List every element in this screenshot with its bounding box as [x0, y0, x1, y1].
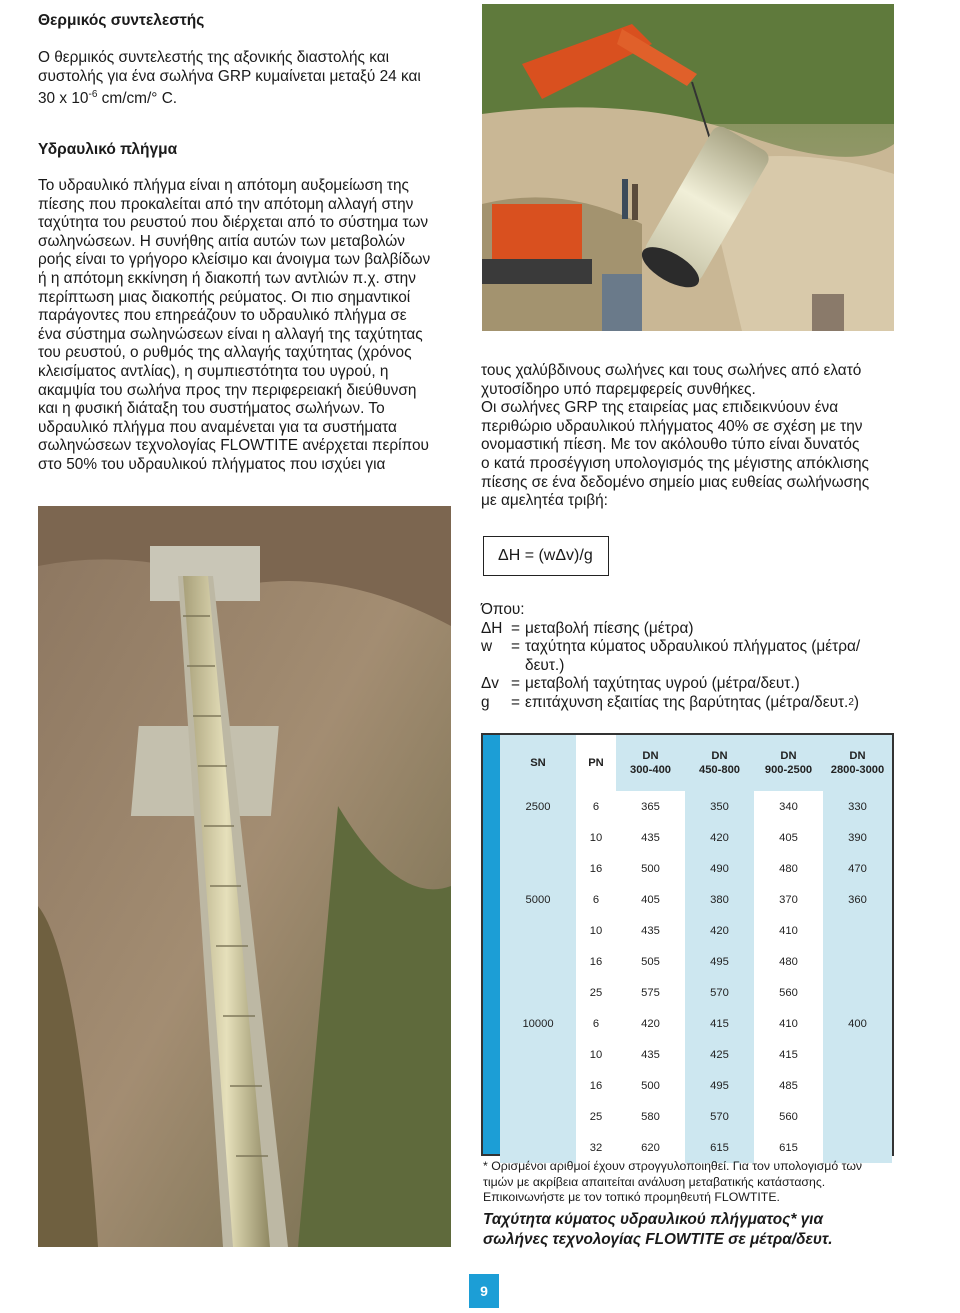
definition-equals: =: [511, 675, 520, 693]
table-header-cell: [500, 735, 576, 791]
thermal-unit: cm/cm/° C.: [97, 90, 178, 108]
table-cell: 615: [754, 1132, 823, 1163]
table-row: [500, 822, 892, 853]
hydraulic-line: περίπτωση μιας διακοπής ρεύματος. Οι πιο σημαντικοί: [38, 288, 411, 306]
header-label: SN: [530, 757, 546, 769]
hydraulic-line: υδραυλικό πλήγμα που αναμένεται για τα συστήματα: [38, 418, 397, 436]
excavator-lifting-pipe-photo: [482, 4, 894, 331]
hydraulic-line: ακαμψία του σωλήνα προς την περιφερειακή διεύθυνση: [38, 381, 417, 399]
table-cell: [823, 1070, 892, 1101]
table-cell: 615: [685, 1132, 754, 1163]
table-cell: [823, 1039, 892, 1070]
caption-line-1: Ταχύτητα κύματος υδραυλικού πλήγματος* για: [483, 1211, 823, 1228]
page-number: 9: [469, 1274, 499, 1308]
table-cell: 16: [576, 946, 616, 977]
table-cell: 480: [754, 853, 823, 884]
table-cell: 32: [576, 1132, 616, 1163]
definitions-intro: Όπου:: [481, 601, 525, 618]
table-cell: 495: [685, 946, 754, 977]
table-header-cell: [576, 735, 616, 791]
table-cell: 580: [616, 1101, 685, 1132]
definition-close: ): [853, 693, 860, 711]
table-cell: [823, 977, 892, 1008]
hydraulic-paragraph: [38, 177, 463, 475]
table-cell: 470: [823, 853, 892, 884]
definition-symbol: g: [481, 693, 490, 711]
table-cell: 570: [685, 977, 754, 1008]
footnote-line: τιμών με ακρίβεια απαιτείται ανάλυση μεταβατικής κατάστασης.: [483, 1174, 826, 1189]
hydraulic-line: σωληνώσεων τεχνολογίας FLOWTITE ανέρχεται περίπου: [38, 437, 429, 455]
definition-symbol: Δv: [481, 675, 499, 693]
definition-row: [481, 657, 901, 676]
hydraulic-heading: Υδραυλικό πλήγμα: [38, 141, 178, 158]
footnote-line: Επικοινωνήστε με τον τοπικό προμηθευτή FLOWTITE.: [483, 1190, 780, 1205]
table-footnote: [483, 1159, 903, 1206]
pipeline-photo: [38, 506, 451, 1247]
table-cell: 405: [616, 884, 685, 915]
table-cell: [500, 1039, 576, 1070]
wave-speed-table: [500, 735, 892, 1163]
header-label: DN: [780, 750, 797, 762]
hydraulic-line: παράγοντες που επηρεάζουν το υδραυλικό πλήγμα σε: [38, 307, 407, 325]
table-cell: 435: [616, 1039, 685, 1070]
table-cell: 620: [616, 1132, 685, 1163]
definition-text: δευτ.): [525, 656, 565, 674]
header-label: DN: [642, 750, 659, 762]
hydraulic-line: κλεισίματος αντλίας), η συμπιεστότητα του υγρού, η: [38, 362, 389, 380]
header-range: 300-400: [629, 764, 672, 776]
definition-text: μεταβολή ταχύτητας υγρού (μέτρα/δευτ.): [525, 675, 800, 693]
table-cell: 410: [754, 915, 823, 946]
header-range: 900-2500: [764, 764, 813, 776]
table-row: [500, 791, 892, 822]
thermal-line-1: Ο θερμικός συντελεστής της αξονικής διαστολής και: [38, 49, 390, 66]
definition-equals: =: [511, 638, 520, 656]
table-cell: 420: [685, 822, 754, 853]
continuation-line: Οι σωλήνες GRP της εταιρείας μας επιδεικνύουν ένα: [481, 399, 839, 417]
table-cell: [500, 1101, 576, 1132]
table-cell: 480: [754, 946, 823, 977]
table-cell: [500, 822, 576, 853]
table-cell: 16: [576, 853, 616, 884]
table-cell: 340: [754, 791, 823, 822]
definition-equals: =: [511, 693, 520, 711]
definition-symbol: w: [481, 638, 493, 656]
caption-line-2: σωλήνες τεχνολογίας FLOWTITE σε μέτρα/δευτ.: [483, 1230, 833, 1248]
table-cell: 420: [685, 915, 754, 946]
table-cell: 400: [823, 1008, 892, 1039]
definition-equals: =: [511, 619, 520, 637]
table-cell: 2500: [500, 791, 576, 822]
definition-row: [481, 675, 901, 694]
formula-definitions: [481, 601, 901, 713]
table-cell: 10: [576, 1039, 616, 1070]
table-cell: [500, 915, 576, 946]
table-row: [500, 1008, 892, 1039]
table-header-cell: [685, 735, 754, 791]
table-cell: [823, 946, 892, 977]
definition-row: [481, 638, 901, 657]
header-label: PN: [588, 757, 604, 769]
continuation-line: χυτοσίδηρο υπό παρεμφερείς συνθήκες.: [481, 380, 756, 398]
table-row: [500, 915, 892, 946]
table-row: [500, 1039, 892, 1070]
continuation-line: ονομαστική πίεση. Με τον ακόλουθο τύπο είναι δυνατός: [481, 436, 860, 454]
continuation-line: τους χαλύβδινους σωλήνες και τους σωλήνες από ελατό: [481, 362, 862, 379]
table-cell: [500, 853, 576, 884]
table-cell: 435: [616, 822, 685, 853]
table-cell: 6: [576, 1008, 616, 1039]
table-cell: 405: [754, 822, 823, 853]
hydraulic-line: στο 50% του υδραυλικού πλήγματος που ισχύει για: [38, 455, 386, 473]
excavator-photo: [482, 4, 894, 331]
table-accent-stripe: [483, 735, 500, 1154]
table-cell: 495: [685, 1070, 754, 1101]
hydraulic-line: του ρευστού, ο ρυθμός της αλλαγής ταχύτητας (χρόνος: [38, 344, 412, 362]
table-cell: 415: [754, 1039, 823, 1070]
definition-text: επιτάχυνση εξαιτίας της βαρύτητας (μέτρα/δευτ.: [525, 693, 849, 711]
header-range: 2800-3000: [830, 764, 885, 776]
table-cell: 350: [685, 791, 754, 822]
table-cell: 380: [685, 884, 754, 915]
thermal-value: 30 x 10: [38, 90, 89, 108]
formula-text: ΔH = (wΔv)/g: [498, 547, 593, 564]
definition-exponent: 2: [848, 696, 854, 708]
hydraulic-line: Το υδραυλικό πλήγμα είναι η απότομη αυξομείωση της: [38, 177, 409, 194]
definition-text: ταχύτητα κύματος υδραυλικού πλήγματος (μέτρα/: [525, 638, 861, 656]
table-header-cell: [616, 735, 685, 791]
wave-speed-table-frame: [481, 733, 894, 1156]
continuation-line: ο κατά προσέγγιση υπολογισμός της μέγιστης απόκλισης: [481, 454, 869, 472]
table-cell: 505: [616, 946, 685, 977]
continuation-line: περιθώριο υδραυλικού πλήγματος 40% σε σχέση με την: [481, 417, 863, 435]
thermal-line-3: [38, 86, 458, 109]
table-row: [500, 884, 892, 915]
table-cell: [500, 1070, 576, 1101]
table-cell: 6: [576, 884, 616, 915]
header-label: DN: [849, 750, 866, 762]
table-header-cell: [823, 735, 892, 791]
hydraulic-line: ροής είναι το γρήγορο κλείσιμο και άνοιγμα των βαλβίδων: [38, 251, 431, 269]
table-row: [500, 946, 892, 977]
continuation-paragraph: [481, 362, 901, 511]
header-label: DN: [711, 750, 728, 762]
hydraulic-line: ή η απότομη εκκίνηση ή διακοπή των αντλιών π.χ. στην: [38, 269, 416, 287]
definition-equals: [511, 657, 525, 676]
thermal-paragraph: [38, 49, 458, 109]
table-cell: 370: [754, 884, 823, 915]
table-cell: 6: [576, 791, 616, 822]
table-cell: 360: [823, 884, 892, 915]
header-range: 450-800: [698, 764, 741, 776]
table-cell: [500, 946, 576, 977]
table-cell: 25: [576, 977, 616, 1008]
table-cell: 560: [754, 977, 823, 1008]
table-cell: 390: [823, 822, 892, 853]
thermal-heading: Θερμικός συντελεστής: [38, 12, 205, 29]
definition-row: [481, 694, 901, 713]
table-cell: 410: [754, 1008, 823, 1039]
continuation-line: με αμελητέα τριβή:: [481, 492, 608, 510]
table-caption: [483, 1210, 903, 1249]
hydraulic-line: σωληνώσεων. Η συνήθης αιτία αυτών των μεταβολών: [38, 232, 405, 250]
hydraulic-line: και η φυσική διάταξη του συστήματος σωλήνων. Το: [38, 400, 385, 418]
table-cell: 365: [616, 791, 685, 822]
table-cell: 415: [685, 1008, 754, 1039]
table-cell: [823, 915, 892, 946]
definition-text: μεταβολή πίεσης (μέτρα): [525, 619, 694, 637]
table-cell: [823, 1101, 892, 1132]
definition-row: [481, 620, 901, 639]
formula-box: [483, 536, 609, 576]
table-header-row: [500, 735, 892, 791]
table-cell: 420: [616, 1008, 685, 1039]
table-cell: 425: [685, 1039, 754, 1070]
table-cell: 10: [576, 915, 616, 946]
table-cell: 25: [576, 1101, 616, 1132]
thermal-exponent: -6: [88, 89, 98, 101]
table-row: [500, 853, 892, 884]
table-cell: 490: [685, 853, 754, 884]
table-cell: 10: [576, 822, 616, 853]
table-header-cell: [754, 735, 823, 791]
table-row: [500, 1070, 892, 1101]
definition-symbol: [481, 657, 511, 676]
table-cell: 570: [685, 1101, 754, 1132]
table-cell: 435: [616, 915, 685, 946]
hydraulic-line: ένα σύστημα σωληνώσεων είναι η αλλαγή της ταχύτητας: [38, 325, 423, 343]
table-cell: 560: [754, 1101, 823, 1132]
table-cell: [500, 977, 576, 1008]
table-cell: 10000: [500, 1008, 576, 1039]
footnote-line: * Ορισμένοι αριθμοί έχουν στρογγυλοποιηθεί. Για τον υπολογισμό των: [483, 1159, 863, 1173]
hydraulic-line: πίεσης που προκαλείται από την απότομη αλλαγή στην: [38, 195, 414, 213]
table-row: [500, 977, 892, 1008]
table-cell: 330: [823, 791, 892, 822]
table-row: [500, 1101, 892, 1132]
table-cell: 485: [754, 1070, 823, 1101]
hydraulic-line: ταχύτητα του ρευστού που διέρχεται από το σύστημα των: [38, 214, 429, 232]
hillside-penstock-pipeline-photo: [38, 506, 451, 1247]
table-cell: 5000: [500, 884, 576, 915]
thermal-line-2: συστολής για ένα σωλήνα GRP κυμαίνεται μεταξύ 24 και: [38, 67, 421, 85]
table-cell: 16: [576, 1070, 616, 1101]
definition-symbol: ΔH: [481, 619, 503, 637]
table-cell: 575: [616, 977, 685, 1008]
continuation-line: πίεσης σε ένα δεδομένο σημείο μιας ευθείας σωλήνωσης: [481, 473, 870, 491]
table-cell: 500: [616, 1070, 685, 1101]
table-cell: 500: [616, 853, 685, 884]
